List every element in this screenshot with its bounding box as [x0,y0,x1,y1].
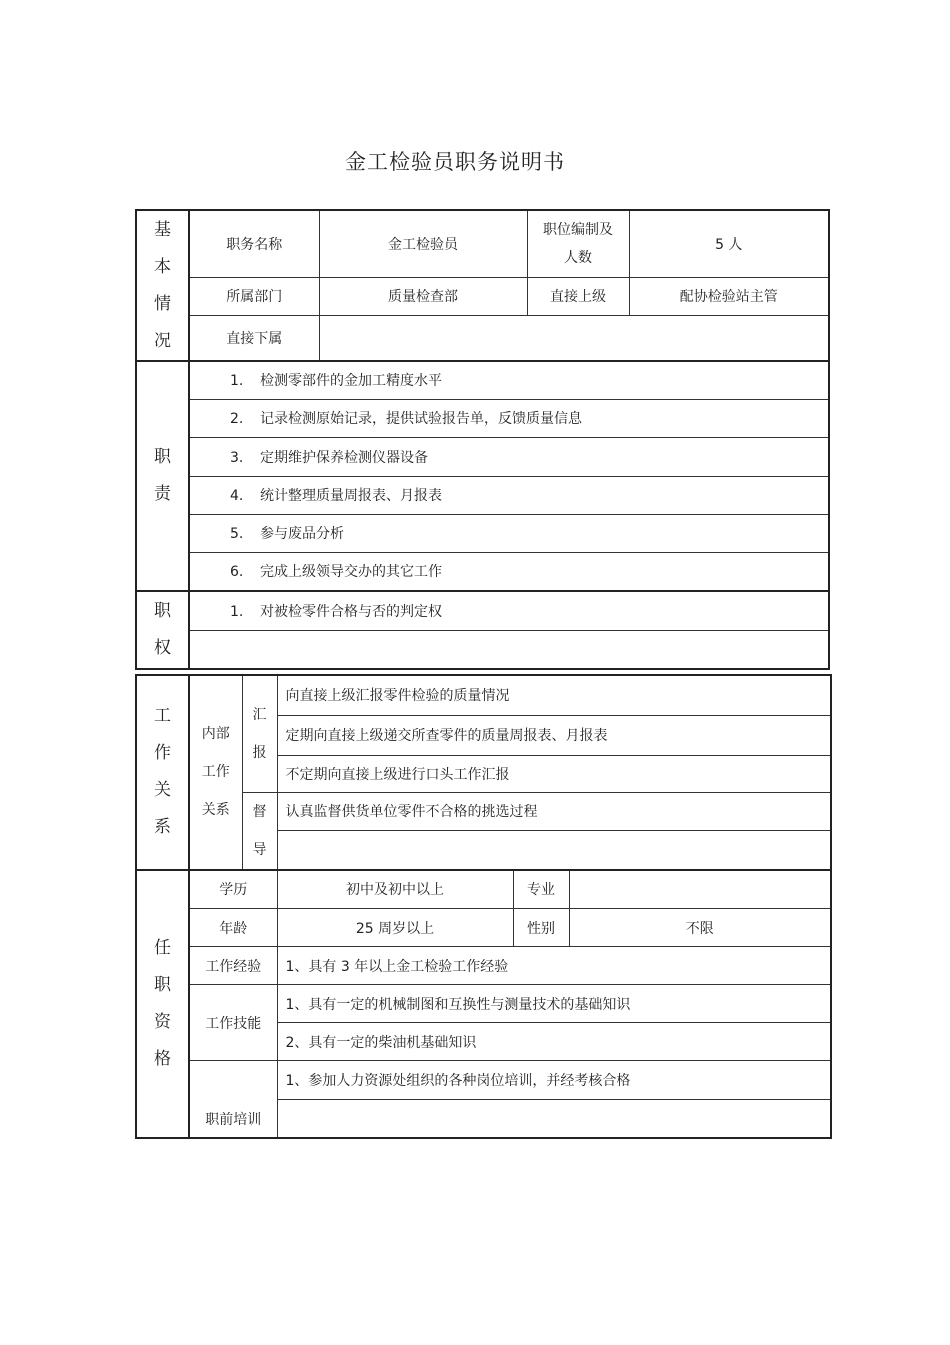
qualifications-section-label: 任 职 资 格 [136,870,189,1138]
duty-item: 4. 统计整理质量周报表、月报表 [189,476,829,514]
training-item: 1、参加人力资源处组织的各种岗位培训，并经考核合格 [277,1061,831,1100]
duty-item: 3. 定期维护保养检测仪器设备 [189,437,829,476]
report-item: 向直接上级汇报零件检验的质量情况 [277,675,831,715]
basic-section-label: 基 本 情 况 [136,210,189,361]
major-label: 专业 [513,870,569,909]
headcount-value: 5 人 [629,210,829,277]
report-label: 汇 报 [242,675,277,792]
skills-item: 1、具有一定的机械制图和互换性与测量技术的基础知识 [277,985,831,1023]
superior-label: 直接上级 [527,277,629,315]
authority-item: 1. 对被检零件合格与否的判定权 [189,591,829,630]
major-value [569,870,831,909]
authority-empty-row [189,630,829,669]
dept-label: 所属部门 [189,277,319,315]
internal-relations-label: 内部 工作 关系 [189,675,242,870]
skills-label: 工作技能 [189,985,277,1061]
education-value: 初中及初中以上 [277,870,513,909]
gender-value: 不限 [569,909,831,947]
supervise-item: 认真监督供货单位零件不合格的挑选过程 [277,792,831,831]
supervise-label: 督 导 [242,792,277,870]
experience-label: 工作经验 [189,947,277,985]
headcount-label: 职位编制及人数 [527,210,629,277]
relations-section-label: 工 作 关 系 [136,675,189,870]
age-label: 年龄 [189,909,277,947]
subordinate-label: 直接下属 [189,315,319,361]
job-description-table-top [135,209,830,670]
skills-item: 2、具有一定的柴油机基础知识 [277,1023,831,1061]
dept-value: 质量检查部 [319,277,527,315]
job-description-table-bottom [135,674,832,1139]
supervise-item [277,831,831,870]
duty-item: 5. 参与废品分析 [189,514,829,552]
duty-item: 6. 完成上级领导交办的其它工作 [189,552,829,591]
report-item: 定期向直接上级递交所查零件的质量周报表、月报表 [277,715,831,755]
training-label: 职前培训 [189,1061,277,1138]
authority-section-label: 职 权 [136,591,189,669]
duty-item: 1. 检测零部件的金加工精度水平 [189,361,829,399]
experience-value: 1、具有 3 年以上金工检验工作经验 [277,947,831,985]
gender-label: 性别 [513,909,569,947]
age-value: 25 周岁以上 [277,909,513,947]
page-title: 金工检验员职务说明书 [345,150,565,174]
job-title-label: 职务名称 [189,210,319,277]
report-item: 不定期向直接上级进行口头工作汇报 [277,755,831,792]
duties-section-label: 职 责 [136,361,189,591]
training-item [277,1100,831,1138]
superior-value: 配协检验站主管 [629,277,829,315]
duty-item: 2. 记录检测原始记录，提供试验报告单，反馈质量信息 [189,399,829,437]
job-title-value: 金工检验员 [319,210,527,277]
education-label: 学历 [189,870,277,909]
subordinate-value [319,315,829,361]
